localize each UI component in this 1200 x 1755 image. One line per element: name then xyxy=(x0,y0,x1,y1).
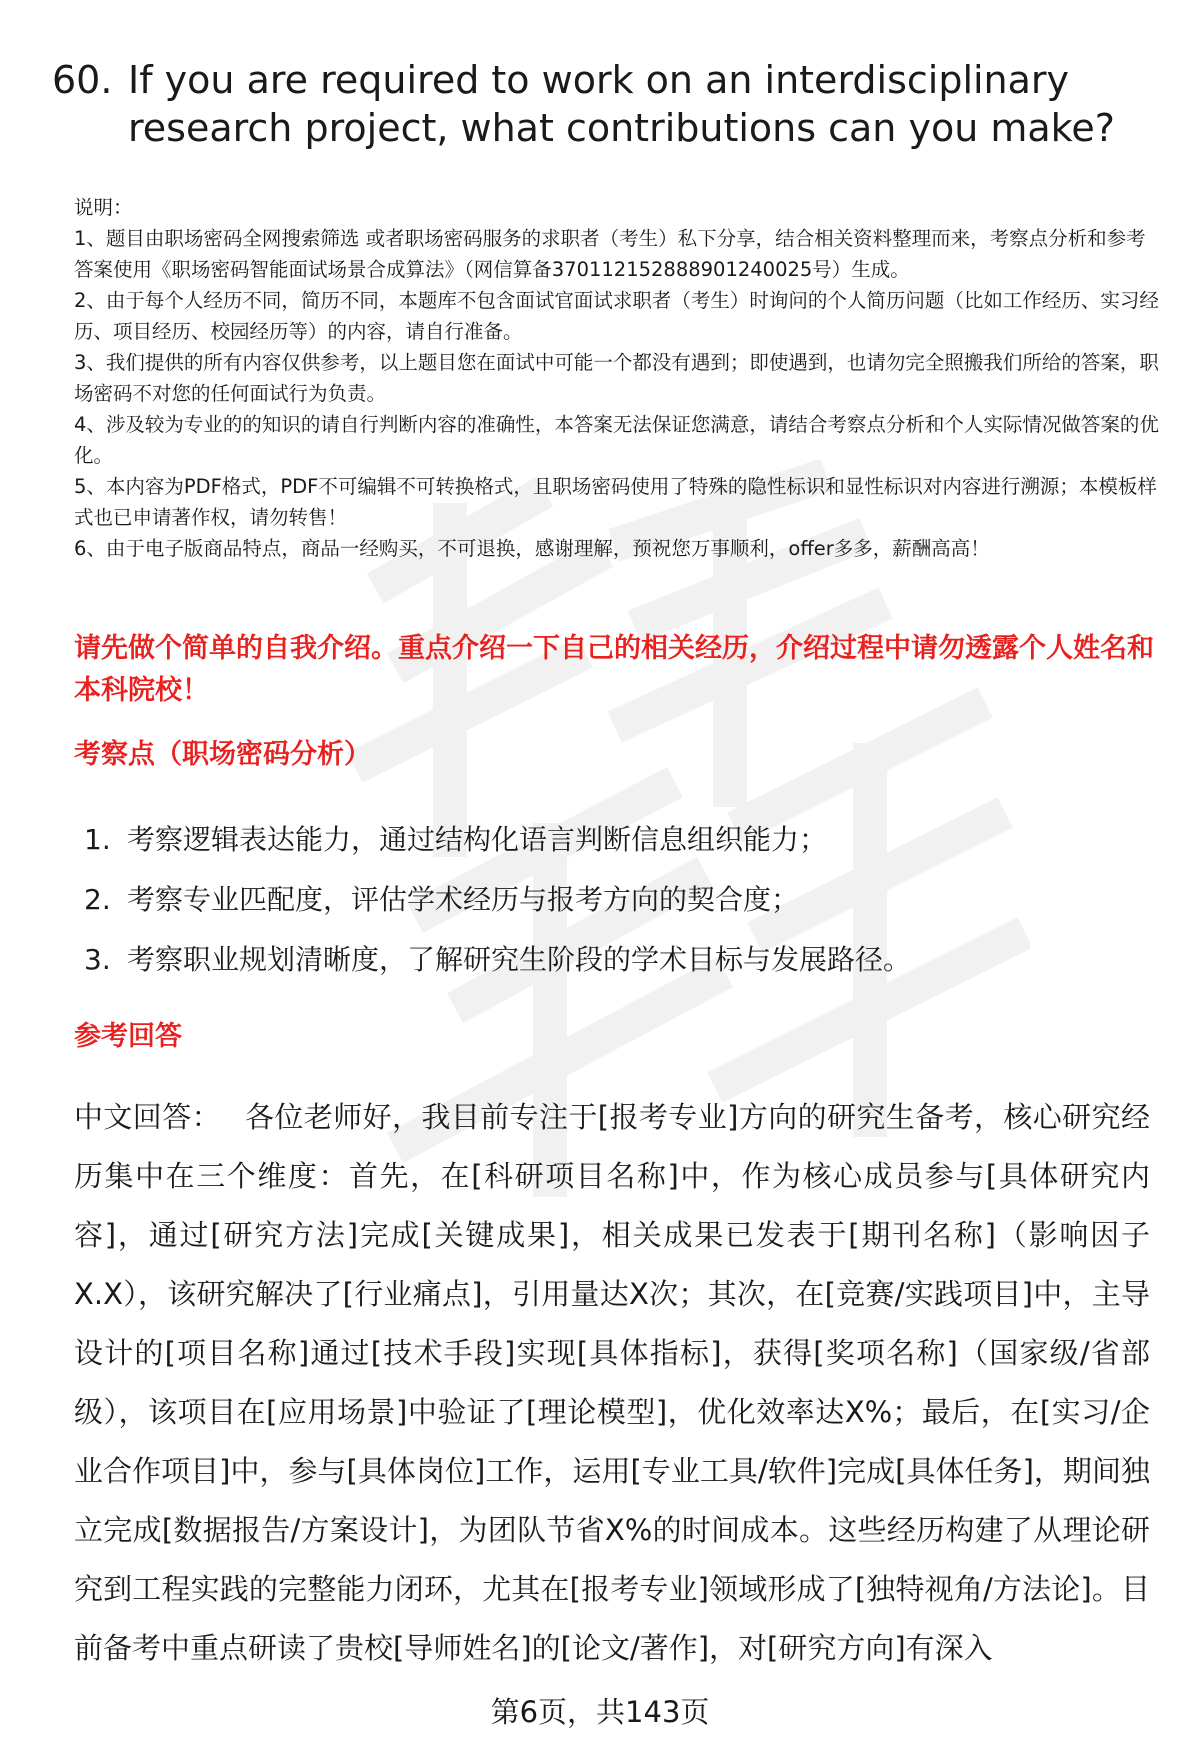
assessment-points xyxy=(84,810,1164,990)
point-text: 考察专业匹配度，评估学术经历与报考方向的契合度； xyxy=(127,883,800,916)
point-text: 考察职业规划清晰度，了解研究生阶段的学术目标与发展路径。 xyxy=(127,943,912,976)
reference-answer xyxy=(74,1088,1150,1678)
note-item: 4、涉及较为专业的的知识的请自行判断内容的准确性，本答案无法保证您满意，请结合考察点分析和个人实际情况做答案的优化。 xyxy=(74,413,1159,467)
notes-heading: 说明： xyxy=(74,196,133,219)
reference-title: 参考回答 xyxy=(74,1021,182,1052)
assessment-point xyxy=(84,810,1164,870)
red-notice: 请先做个简单的自我介绍。重点介绍一下自己的相关经历，介绍过程中请勿透露个人姓名和本科院校！ xyxy=(74,633,1154,706)
question-text: If you are required to work on an interdisciplinary research project, what contributions can you make? xyxy=(128,58,1115,150)
point-number: 1. xyxy=(84,823,111,856)
assessment-point xyxy=(84,870,1164,930)
note-item: 5、本内容为PDF格式，PDF不可编辑不可转换格式，且职场密码使用了特殊的隐性标识和显性标识对内容进行溯源；本模板样式也已申请著作权，请勿转售！ xyxy=(74,475,1157,529)
note-item: 3、我们提供的所有内容仅供参考，以上题目您在面试中可能一个都没有遇到；即使遇到，也请勿完全照搬我们所给的答案，职场密码不对您的任何面试行为负责。 xyxy=(74,351,1159,405)
question-number: 60. xyxy=(52,58,113,102)
notes-block xyxy=(74,192,1164,564)
note-item: 2、由于每个人经历不同，简历不同，本题库不包含面试官面试求职者（考生）时询问的个人简历问题（比如工作经历、实习经历、项目经历、校园经历等）的内容，请自行准备。 xyxy=(74,289,1159,343)
note-item: 1、题目由职场密码全网搜索筛选 或者职场密码服务的求职者（考生）私下分享，结合相关资料整理而来，考察点分析和参考答案使用《职场密码智能面试场景合成算法》（网信算备370112152888901240025号）生成。 xyxy=(74,227,1146,281)
point-number: 2. xyxy=(84,883,111,916)
point-text: 考察逻辑表达能力，通过结构化语言判断信息组织能力； xyxy=(127,823,828,856)
page-footer: 第6页，共143页 xyxy=(490,1695,710,1729)
answer-body: 各位老师好，我目前专注于[报考专业]方向的研究生备考，核心研究经历集中在三个维度：首先，在[科研项目名称]中，作为核心成员参与[具体研究内容]，通过[研究方法]完成[关键成果]，相关成果已发表于[期刊名称]（影响因子X.X），该研究解决了[行业痛点]，引用量达X次；其次，在[竞赛/实践项目]中，主导设计的[项目名称]通过[技术手段]实现[具体指标]，获得[奖项名称]（国家级/省部级），该项目在[应用场景]中验证了[理论模型]，优化效率达X%；最后，在[实习/企业合作项目]中，参与[具体岗位]工作，运用[专业工具/软件]完成[具体任务]，期间独立完成[数据报告/方案设计]，为团队节省X%的时间成本。这些经历构建了从理论研究到工程实践的完整能力闭环，尤其在[报考专业]领域形成了[独特视角/方法论]。目前备考中重点研读了贵校[导师姓名]的[论文/著作]，对[研究方向]有深入 xyxy=(74,1100,1150,1665)
question-heading xyxy=(52,56,1162,152)
note-item: 6、由于电子版商品特点，商品一经购买，不可退换，感谢理解，预祝您万事顺利，offer多多，薪酬高高！ xyxy=(74,537,990,560)
answer-lead: 中文回答： xyxy=(74,1100,221,1134)
assessment-point xyxy=(84,930,1164,990)
assessment-title: 考察点（职场密码分析） xyxy=(74,739,371,770)
point-number: 3. xyxy=(84,943,111,976)
